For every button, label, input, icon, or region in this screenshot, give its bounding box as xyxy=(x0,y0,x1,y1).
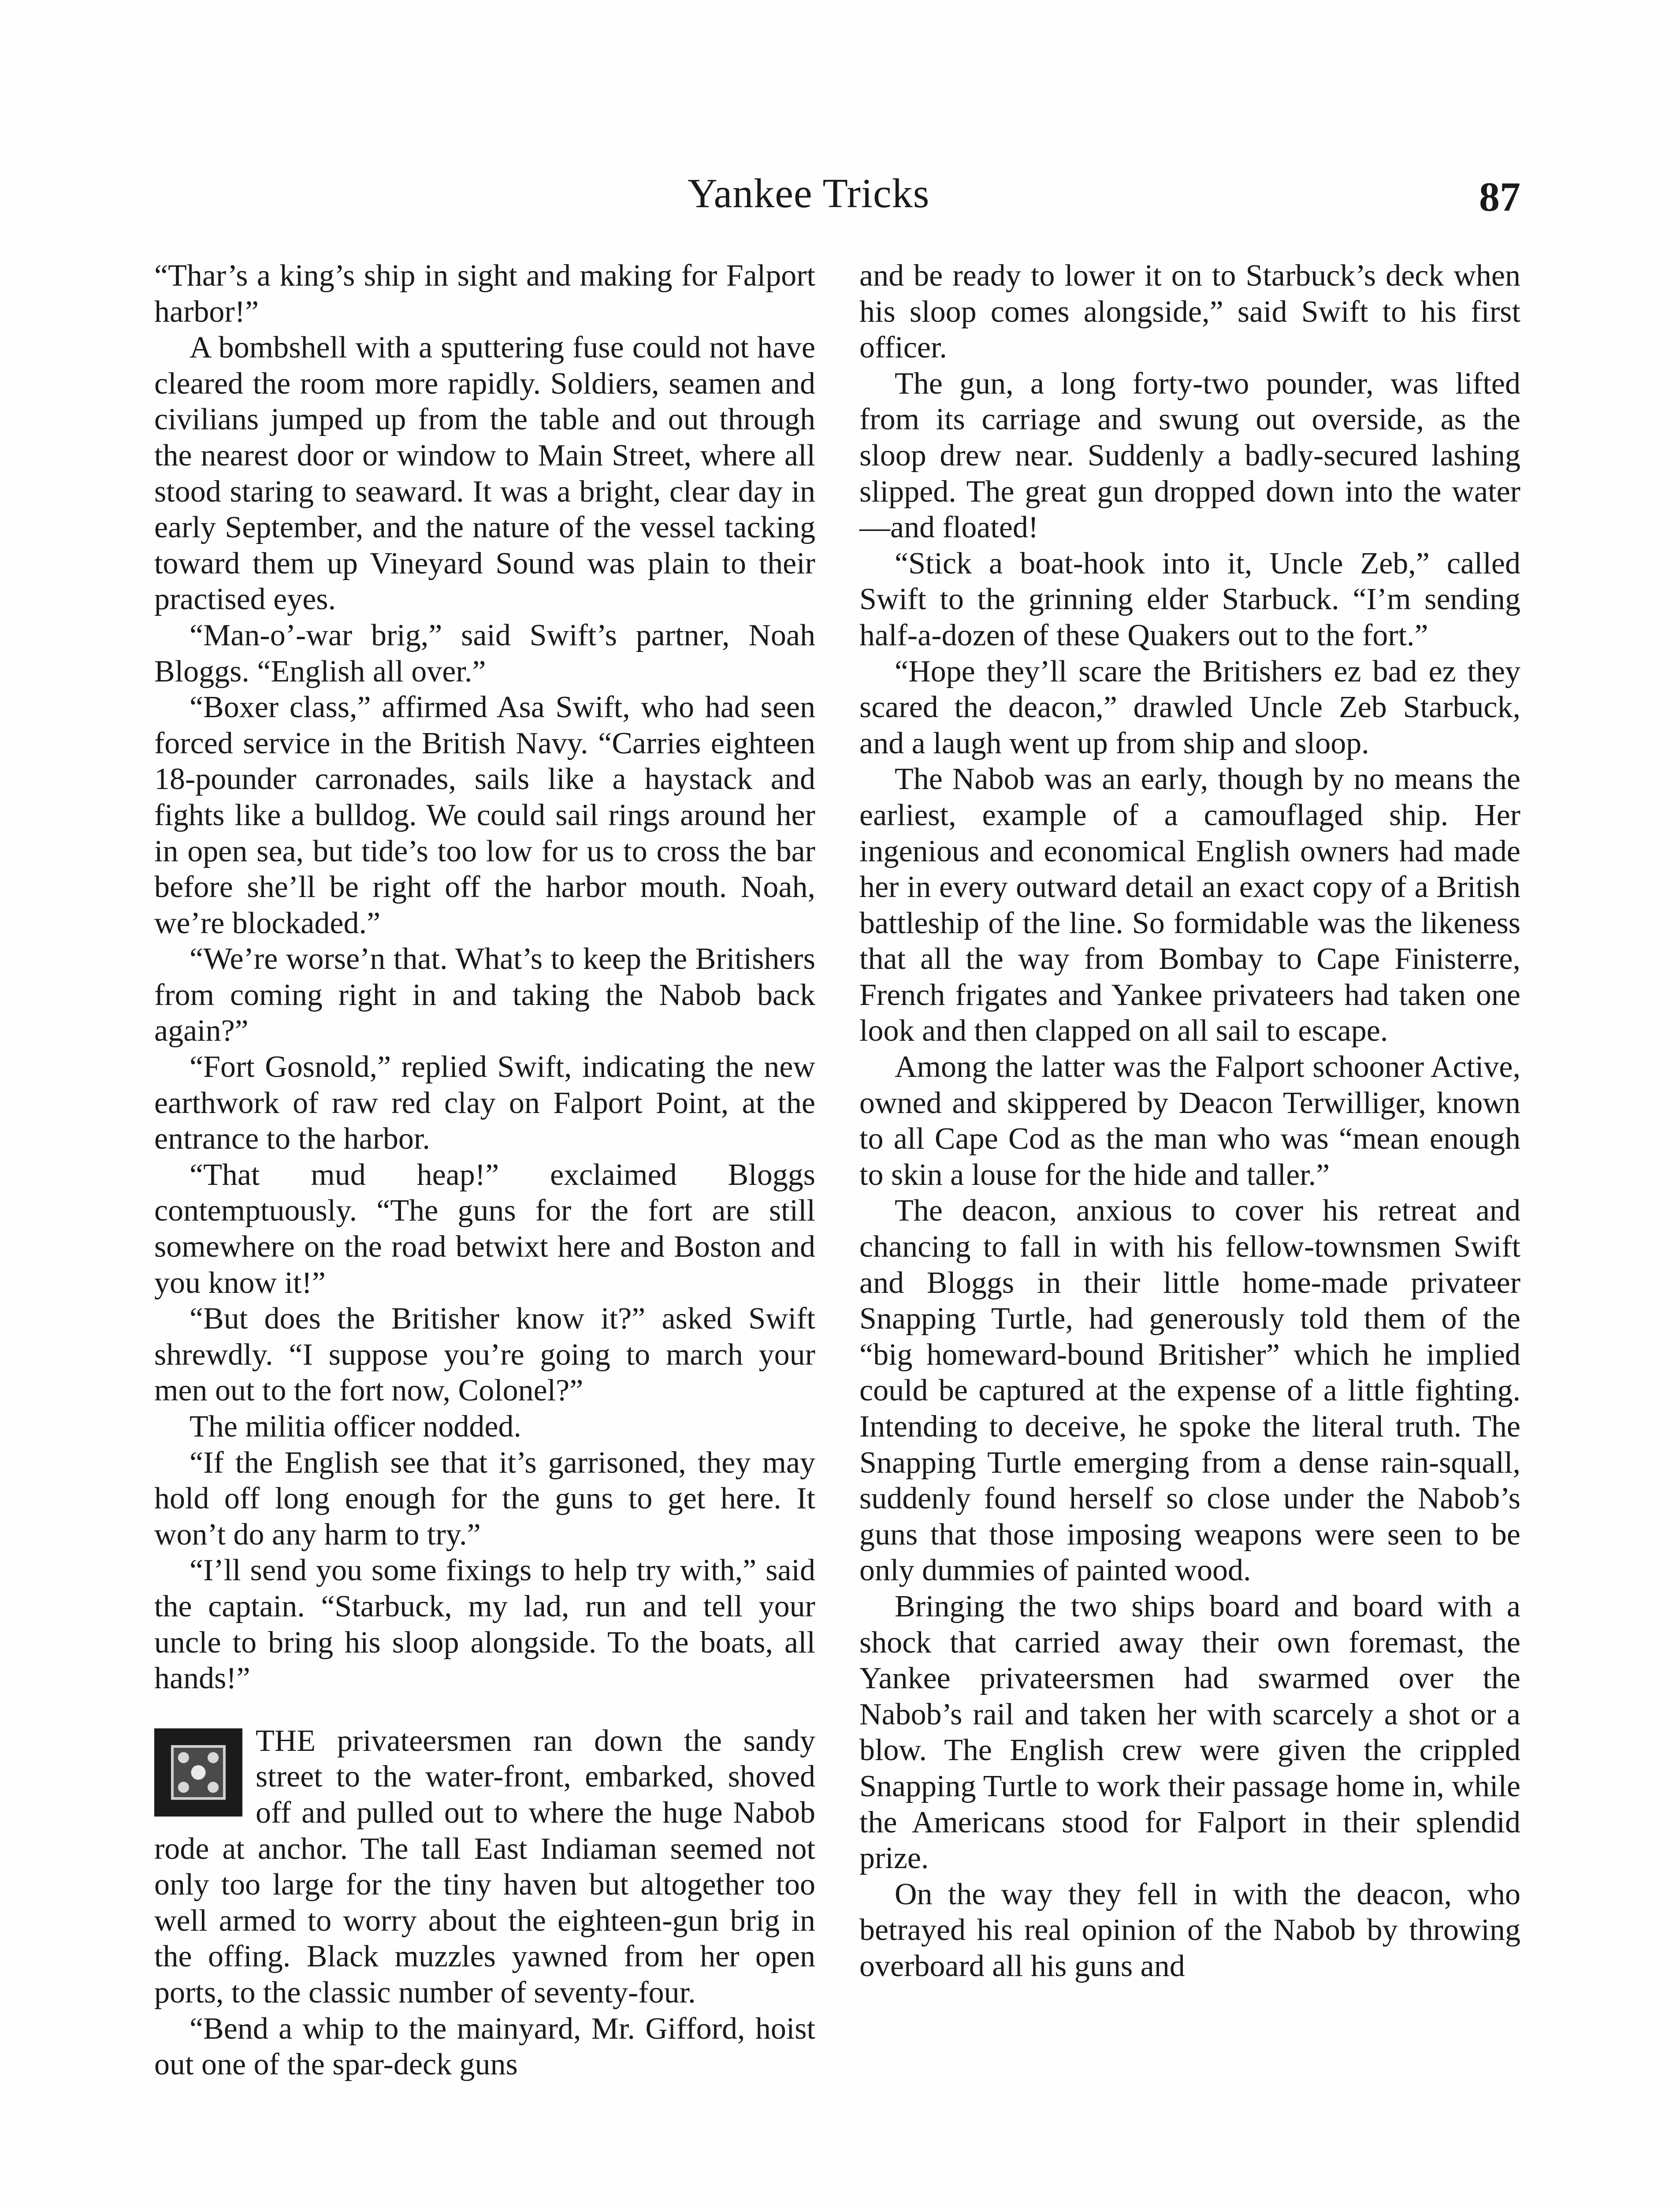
paragraph: and be ready to lower it on to Starbuck’s deck when his sloop comes alongside,” said Swift to his first officer. xyxy=(859,259,1520,365)
paragraph: A bombshell with a sputtering fuse could not have cleared the room more rapidly. Soldiers, seamen and civilians jumped up from the table and out through the nearest door or window to Main Street, where all stood staring to seaward. It was a bright, clear day in early September, and the nature of the vessel tacking toward them up Vineyard Sound was plain to their practised eyes. xyxy=(154,331,815,617)
paragraph: The militia officer nodded. xyxy=(190,1410,521,1444)
paragraph: The gun, a long forty-two pounder, was lifted from its carriage and swung out overside, as the sloop drew near. Suddenly a badly-secured lashing slipped. The great gun dropped down into the water—and floated! xyxy=(859,366,1520,545)
section-opening-paragraph xyxy=(154,1723,815,2011)
paragraph: “Bend a whip to the mainyard, Mr. Gifford, hoist out one of the spar-deck guns xyxy=(154,2011,815,2082)
paragraph: On the way they fell in with the deacon, who betrayed his real opinion of the Nabob by throwing overboard all his guns and xyxy=(859,1877,1520,1983)
paragraph: “That mud heap!” exclaimed Bloggs contemptuously. “The guns for the fort are still somewhere on the road betwixt here and Boston and you know it!” xyxy=(154,1158,815,1300)
paragraph: Bringing the two ships board and board with a shock that carried away their own foremast, the Yankee privateersmen had swarmed over the Nabob’s rail and taken her with scarcely a shot or a blow. The English crew were given the crippled Snapping Turtle to work their passage home in, while the Americans stood for Falport in their splendid prize. xyxy=(859,1589,1520,1876)
ornamental-dropcap-icon xyxy=(154,1728,242,1817)
paragraph: “Hope they’ll scare the Britishers ez bad ez they scared the deacon,” drawled Uncle Zeb Starbuck, and a laugh went up from ship and sloop. xyxy=(859,654,1520,760)
paragraph: “Thar’s a king’s ship in sight and making for Falport harbor!” xyxy=(154,259,815,329)
paragraph: “I’ll send you some fixings to help try with,” said the captain. “Starbuck, my lad, run and tell your uncle to bring his sloop alongside. To the boats, all hands!” xyxy=(154,1553,815,1696)
paragraph: “Man-o’-war brig,” said Swift’s partner, Noah Bloggs. “English all over.” xyxy=(154,618,815,689)
paragraph: The deacon, anxious to cover his retreat and chancing to fall in with his fellow-townsmen Swift and Bloggs in their little home-made privateer Snapping Turtle, had generously told them of the “big homeward-bound Britisher” which he implied could be captured at the expense of a little fighting. Intending to deceive, he spoke the literal truth. The Snapping Turtle emerging from a dense rain-squall, suddenly found herself so close under the Nabob’s guns that those imposing weapons were seen to be only dummies of painted wood. xyxy=(859,1194,1520,1588)
paragraph: “If the English see that it’s garrisoned, they may hold off long enough for the guns to get here. It won’t do any harm to try.” xyxy=(154,1445,815,1552)
paragraph: “Stick a boat-hook into it, Uncle Zeb,” called Swift to the grinning elder Starbuck. “I’m sending half-a-dozen of these Quakers out to the fort.” xyxy=(859,546,1520,652)
section-opening-text: THE privateersmen ran down the sandy street to the water-front, embarked, shoved off and pulled out to where the huge Nabob rode at anchor. The tall East Indiaman seemed not only too large for the tiny haven but altogether too well armed to worry about the eighteen-gun brig in the offing. Black muzzles yawned from her open ports, to the classic number of seventy-four. xyxy=(154,1724,815,2010)
running-head-title: Yankee Tricks xyxy=(688,171,930,216)
page-number: 87 xyxy=(1479,174,1520,220)
paragraph: The Nabob was an early, though by no means the earliest, example of a camouflaged ship. Her ingenious and economical English owners had made her in every outward detail an exact copy of a British battleship of the line. So formidable was the likeness that all the way from Bombay to Cape Finisterre, French frigates and Yankee privateers had taken one look and then clapped on all sail to escape. xyxy=(859,762,1520,1048)
right-text-column xyxy=(859,258,1520,1984)
paragraph: “We’re worse’n that. What’s to keep the Britishers from coming right in and taking the Nabob back again?” xyxy=(154,942,815,1048)
paragraph: “Boxer class,” affirmed Asa Swift, who had seen forced service in the British Navy. “Carries eighteen 18-pounder carronades, sails like a haystack and fights like a bulldog. We could sail rings around her in open sea, but tide’s too low for us to cross the bar before she’ll be right off the harbor mouth. Noah, we’re blockaded.” xyxy=(154,690,815,940)
paragraph: “But does the Britisher know it?” asked Swift shrewdly. “I suppose you’re going to march your men out to the fort now, Colonel?” xyxy=(154,1302,815,1408)
paragraph: “Fort Gosnold,” replied Swift, indicating the new earthwork of raw red clay on Falport Point, at the entrance to the harbor. xyxy=(154,1050,815,1156)
paragraph: Among the latter was the Falport schooner Active, owned and skippered by Deacon Terwilliger, known to all Cape Cod as the man who was “mean enough to skin a louse for the hide and taller.” xyxy=(859,1050,1520,1192)
left-text-column xyxy=(154,258,815,2083)
